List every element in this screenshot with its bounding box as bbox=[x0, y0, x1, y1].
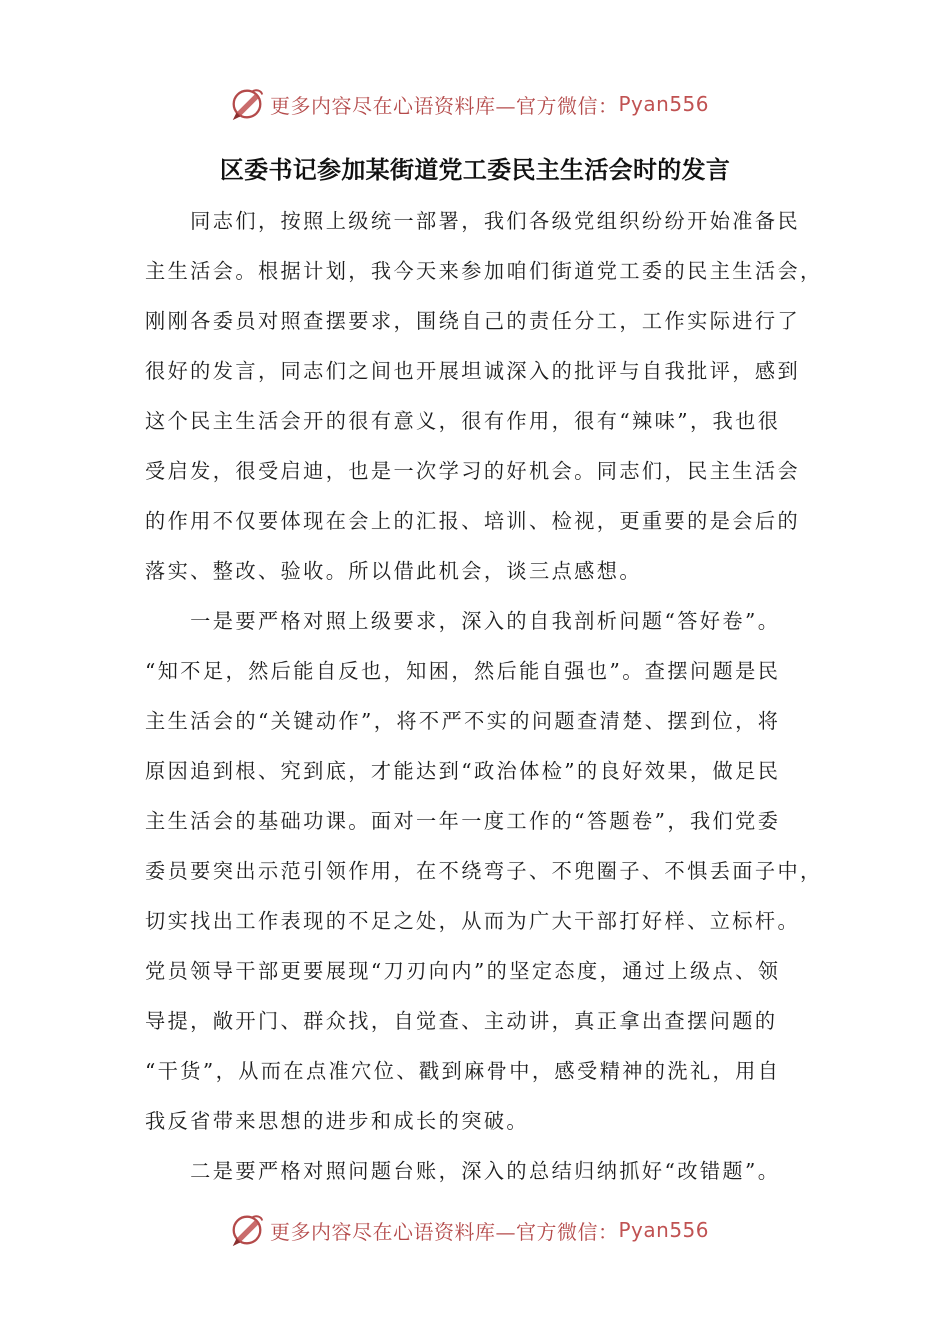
footer-banner bbox=[0, 1208, 950, 1252]
text-line: 刚刚各委员对照查摆要求，围绕自己的责任分工，工作实际进行了 bbox=[145, 309, 801, 333]
header-banner bbox=[0, 82, 950, 126]
text-line: 落实、整改、验收。所以借此机会，谈三点感想。 bbox=[145, 559, 642, 583]
banner-text: 更多内容尽在心语资料库—官方微信： bbox=[270, 1219, 619, 1244]
text-line: 主生活会的基础功课。面对一年一度工作的“答题卷”，我们党委 bbox=[145, 809, 781, 833]
text-line: 这个民主生活会开的很有意义，很有作用，很有“辣味”，我也很 bbox=[145, 409, 781, 433]
pen-logo-icon bbox=[228, 1211, 266, 1249]
text-line: 我反省带来思想的进步和成长的突破。 bbox=[145, 1109, 529, 1133]
pen-logo-icon bbox=[228, 85, 266, 123]
text-line: 主生活会。根据计划，我今天来参加咱们街道党工委的民主生活会， bbox=[145, 259, 823, 283]
text-line: 主生活会的“关键动作”，将不严不实的问题查清楚、摆到位，将 bbox=[145, 709, 781, 733]
document-body bbox=[145, 196, 823, 1196]
wechat-id: Pyan556 bbox=[618, 1218, 710, 1242]
text-line: 原因追到根、究到底，才能达到“政治体检”的良好效果，做足民 bbox=[145, 759, 781, 783]
text-line: 的作用不仅要体现在会上的汇报、培训、检视，更重要的是会后的 bbox=[145, 509, 801, 533]
text-line: 切实找出工作表现的不足之处，从而为广大干部打好样、立标杆。 bbox=[145, 909, 801, 933]
text-line: 同志们，按照上级统一部署，我们各级党组织纷纷开始准备民 bbox=[145, 209, 801, 233]
text-line: 党员领导干部更要展现“刀刃向内”的坚定态度，通过上级点、领 bbox=[145, 959, 781, 983]
banner-text: 更多内容尽在心语资料库—官方微信： bbox=[270, 93, 619, 118]
page-title: 区委书记参加某街道党工委民主生活会时的发言 bbox=[219, 156, 731, 184]
text-line: 导提，敞开门、群众找，自觉查、主动讲，真正拿出查摆问题的 bbox=[145, 1009, 778, 1033]
text-line: 受启发，很受启迪，也是一次学习的好机会。同志们，民主生活会 bbox=[145, 459, 801, 483]
text-line: 二是要严格对照问题台账，深入的总结归纳抓好“改错题”。 bbox=[145, 1159, 781, 1183]
text-line: “知不足，然后能自反也，知困，然后能自强也”。查摆问题是民 bbox=[145, 659, 781, 683]
text-line: 很好的发言，同志们之间也开展坦诚深入的批评与自我批评，感到 bbox=[145, 359, 801, 383]
text-line: “干货”，从而在点准穴位、戳到麻骨中，感受精神的洗礼，用自 bbox=[145, 1059, 781, 1083]
text-line: 一是要严格对照上级要求，深入的自我剖析问题“答好卷”。 bbox=[145, 609, 781, 633]
text-line: 委员要突出示范引领作用，在不绕弯子、不兜圈子、不惧丢面子中， bbox=[145, 859, 823, 883]
wechat-id: Pyan556 bbox=[618, 92, 710, 116]
